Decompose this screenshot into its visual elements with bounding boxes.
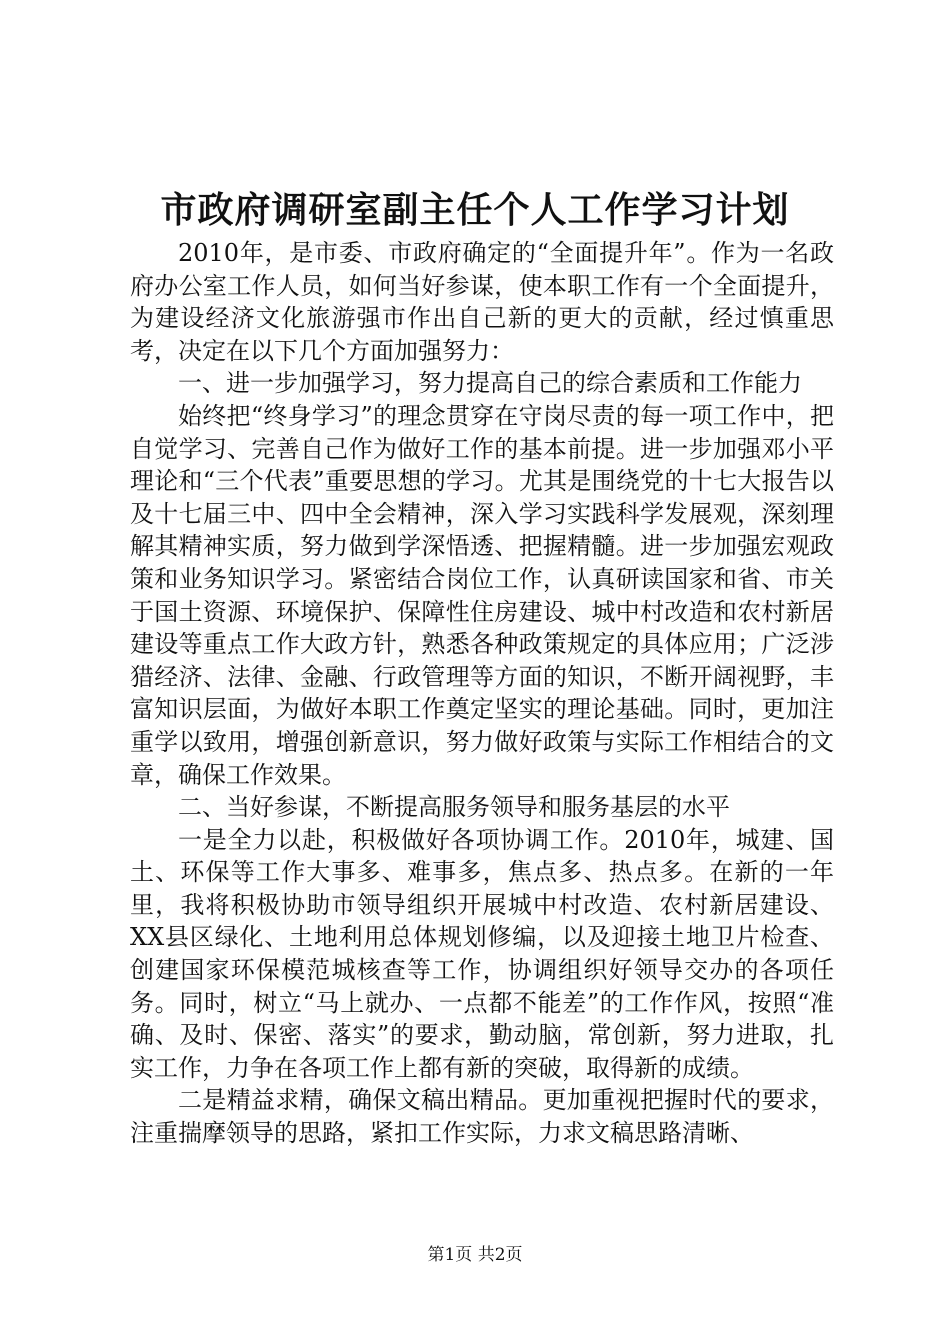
page-number: 第1页 共2页 xyxy=(427,1245,523,1265)
document-title: 市政府调研室副主任个人工作学习计划 xyxy=(160,189,790,231)
paragraph-study: 始终把“终身学习”的理念贯穿在守岗尽责的每一项工作中，把自觉学习、完善自己作为做好工作的基本前提。进一步加强邓小平理论和“三个代表”重要思想的学习。尤其是围绕党的十七大报告以及十七届三中、四中全会精神，深入学习实践科学发展观，深刻理解其精神实质，努力做到学深悟透、把握精髓。进一步加强宏观政策和业务知识学习。紧密结合岗位工作，认真研读国家和省、市关于国土资源、环境保护、保障性住房建设、城中村改造和农村新居建设等重点工作大政方针，熟悉各种政策规定的具体应用；广泛涉猎经济、法律、金融、行政管理等方面的知识，不断开阔视野，丰富知识层面，为做好本职工作奠定坚实的理论基础。同时，更加注重学以致用，增强创新意识，努力做好政策与实际工作相结合的文章，确保工作效果。 xyxy=(130,401,834,789)
paragraph-drafting: 二是精益求精，确保文稿出精品。更加重视把握时代的要求，注重揣摩领导的思路，紧扣工作实际，力求文稿思路清晰、 xyxy=(130,1086,834,1148)
section-heading-1: 一、进一步加强学习，努力提高自己的综合素质和工作能力 xyxy=(178,369,802,398)
section-heading-2: 二、当好参谋，不断提高服务领导和服务基层的水平 xyxy=(178,793,730,822)
paragraph-intro: 2010年，是市委、市政府确定的“全面提升年”。作为一名政府办公室工作人员，如何当好参谋，使本职工作有一个全面提升，为建设经济文化旅游强市作出自己新的更大的贡献，经过慎重思考，决定在以下几个方面加强努力： xyxy=(130,239,834,365)
document-body xyxy=(130,237,834,1150)
paragraph-coordination: 一是全力以赴，积极做好各项协调工作。2010年，城建、国土、环保等工作大事多、难事多，焦点多、热点多。在新的一年里，我将积极协助市领导组织开展城中村改造、农村新居建设、XX县区绿化、土地利用总体规划修编，以及迎接土地卫片检查、创建国家环保模范城核查等工作，协调组织好领导交办的各项任务。同时，树立“马上就办、一点都不能差”的工作作风，按照“准确、及时、保密、落实”的要求，勤动脑，常创新，努力进取，扎实工作，力争在各项工作上都有新的突破，取得新的成绩。 xyxy=(130,825,834,1082)
